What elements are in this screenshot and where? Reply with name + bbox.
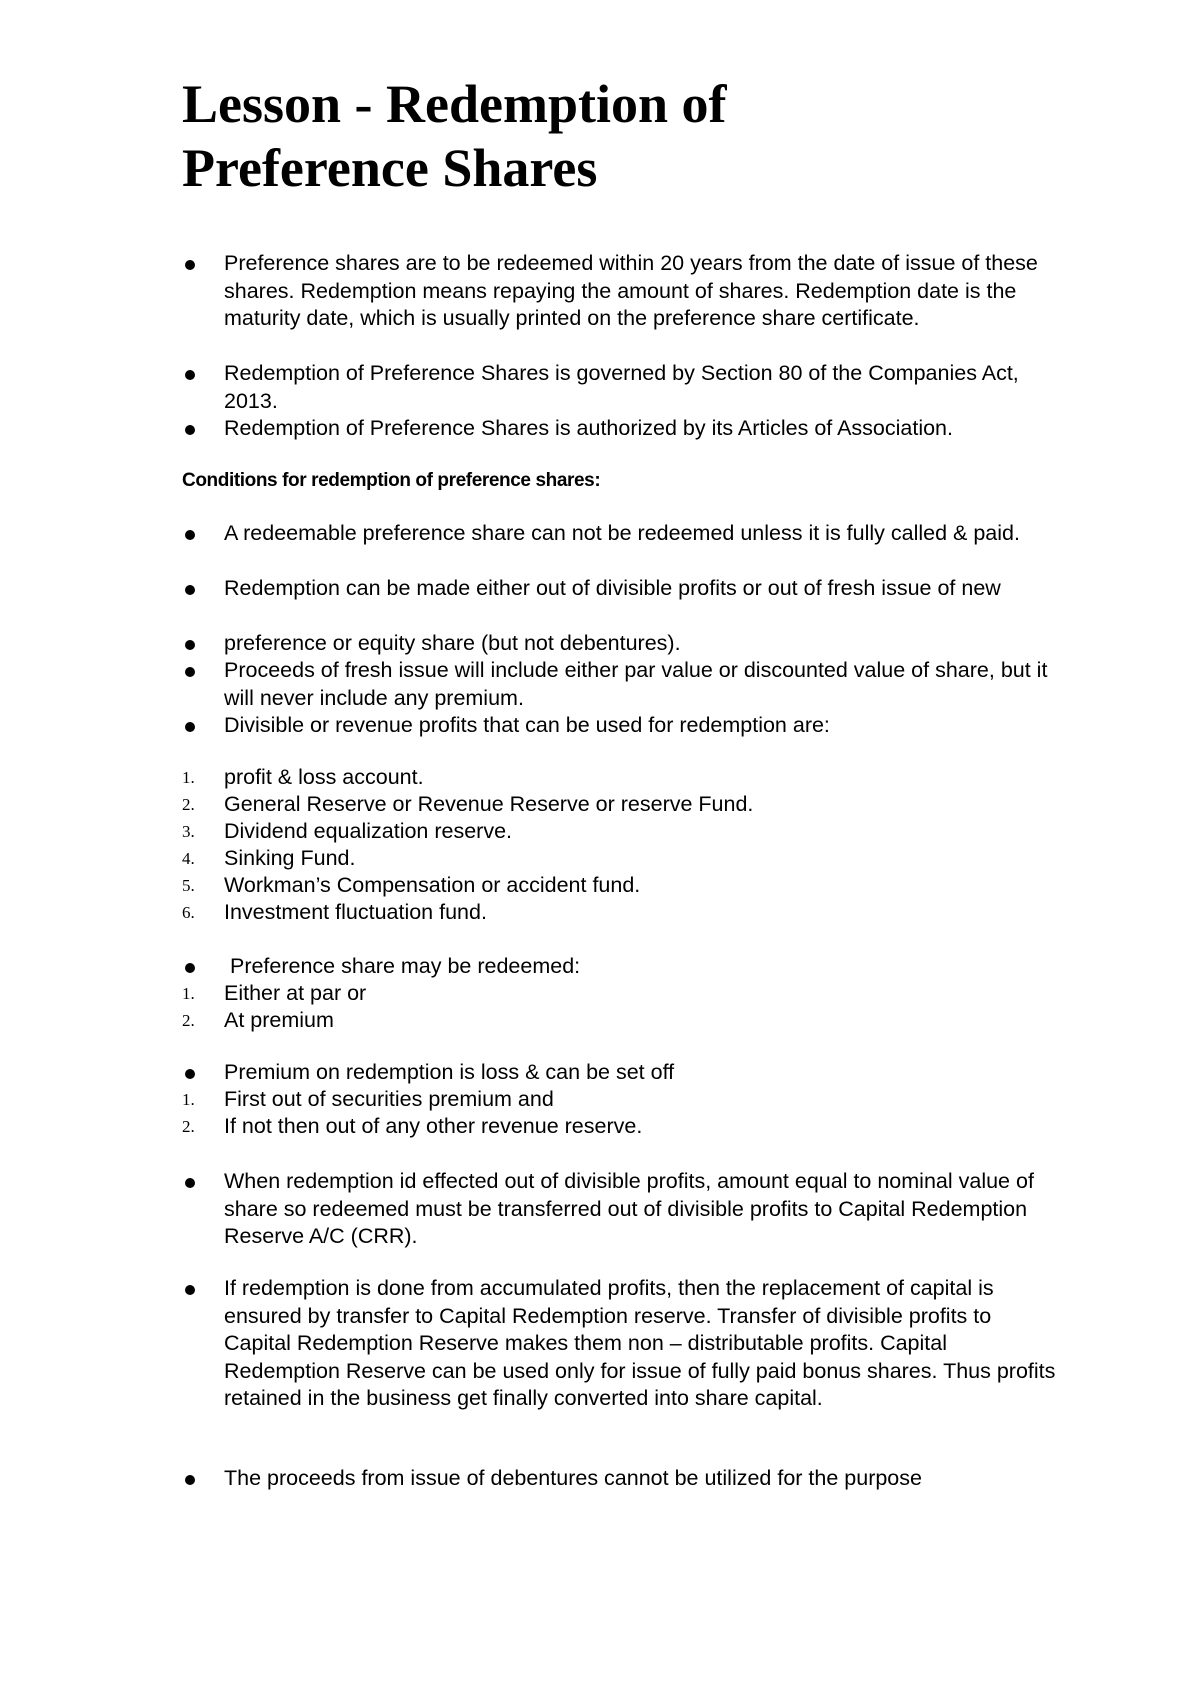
numbered-item bbox=[182, 1113, 1062, 1141]
bullet-item bbox=[182, 1059, 1062, 1087]
item-text: Sinking Fund. bbox=[224, 846, 356, 870]
item-text: If not then out of any other revenue reserve. bbox=[224, 1114, 643, 1138]
numbered-item bbox=[182, 1086, 1062, 1114]
bullet-item bbox=[182, 250, 1062, 333]
bullet-dot bbox=[185, 1069, 195, 1079]
bullet-dot bbox=[185, 1475, 195, 1485]
numbered-item bbox=[182, 845, 1062, 873]
numbered-item bbox=[182, 899, 1062, 927]
numbered-item bbox=[182, 980, 1062, 1008]
bullet-item bbox=[182, 953, 1062, 981]
bullet-dot bbox=[185, 667, 195, 677]
bullet-text: A redeemable preference share can not be redeemed unless it is fully called & paid. bbox=[224, 521, 1020, 545]
item-number: 1. bbox=[182, 984, 195, 1003]
item-number: 2. bbox=[182, 795, 195, 814]
numbered-item bbox=[182, 791, 1062, 819]
bullet-text: Divisible or revenue profits that can be used for redemption are: bbox=[224, 713, 830, 737]
bullet-dot bbox=[185, 1178, 195, 1188]
bullet-item bbox=[182, 1465, 1062, 1493]
bullet-dot bbox=[185, 585, 195, 595]
bullet-text: If redemption is done from accumulated profits, then the replacement of capital is ensured by transfer to Capital Redemption reserve. Transfer of divisible profits to Capital Redemption Reserve makes them non – distributable profits. Capital Redemption Reserve can be used only for issue of fully paid bonus shares. Thus profits retained in the business get finally converted into share capital. bbox=[224, 1276, 1056, 1410]
numbered-item bbox=[182, 818, 1062, 846]
bullet-text: Redemption can be made either out of divisible profits or out of fresh issue of new bbox=[224, 576, 1001, 600]
bullet-text: Redemption of Preference Shares is governed by Section 80 of the Companies Act, 2013. bbox=[224, 361, 1019, 413]
bullet-dot bbox=[185, 722, 195, 732]
item-text: Investment fluctuation fund. bbox=[224, 900, 487, 924]
item-number: 6. bbox=[182, 903, 195, 922]
bullet-item bbox=[182, 657, 1062, 712]
bullet-item bbox=[182, 630, 1062, 658]
bullet-text: Proceeds of fresh issue will include either par value or discounted value of share, but it will never include any premium. bbox=[224, 658, 1048, 710]
item-text: First out of securities premium and bbox=[224, 1087, 554, 1111]
bullet-item bbox=[182, 360, 1062, 415]
item-number: 2. bbox=[182, 1011, 195, 1030]
numbered-item bbox=[182, 1007, 1062, 1035]
bullet-dot bbox=[185, 370, 195, 380]
item-number: 2. bbox=[182, 1117, 195, 1136]
item-text: At premium bbox=[224, 1008, 334, 1032]
bullet-item bbox=[182, 415, 1062, 443]
bullet-item bbox=[182, 520, 1062, 548]
bullet-text: The proceeds from issue of debentures cannot be utilized for the purpose bbox=[224, 1466, 922, 1490]
bullet-item bbox=[182, 1168, 1062, 1251]
item-number: 1. bbox=[182, 768, 195, 787]
item-number: 3. bbox=[182, 822, 195, 841]
bullet-text: Preference shares are to be redeemed within 20 years from the date of issue of these shares. Redemption means repaying the amount of shares. Redemption date is the maturity date, which is usually printed on the preference share certificate. bbox=[224, 251, 1038, 330]
bullet-dot bbox=[185, 425, 195, 435]
item-text: Workman’s Compensation or accident fund. bbox=[224, 873, 641, 897]
bullet-dot bbox=[185, 1285, 195, 1295]
bullet-item bbox=[182, 575, 1062, 603]
item-text: Dividend equalization reserve. bbox=[224, 819, 513, 843]
numbered-item bbox=[182, 872, 1062, 900]
item-text: profit & loss account. bbox=[224, 765, 424, 789]
item-text: General Reserve or Revenue Reserve or reserve Fund. bbox=[224, 792, 754, 816]
bullet-dot bbox=[185, 640, 195, 650]
title-line-1: Lesson - Redemption of bbox=[182, 74, 727, 134]
title-line-2: Preference Shares bbox=[182, 138, 598, 198]
bullet-text: Preference share may be redeemed: bbox=[224, 954, 581, 978]
numbered-item bbox=[182, 764, 1062, 792]
bullet-text: When redemption id effected out of divisible profits, amount equal to nominal value of share so redeemed must be transferred out of divisible profits to Capital Redemption Reserve A/C (CRR). bbox=[224, 1169, 1034, 1248]
item-number: 5. bbox=[182, 876, 195, 895]
bullet-dot bbox=[185, 530, 195, 540]
bullet-item bbox=[182, 712, 1062, 740]
page-title bbox=[182, 72, 1082, 200]
bullet-text: Redemption of Preference Shares is authorized by its Articles of Association. bbox=[224, 416, 953, 440]
bullet-text: Premium on redemption is loss & can be set off bbox=[224, 1060, 675, 1084]
item-number: 4. bbox=[182, 849, 195, 868]
bullet-dot bbox=[185, 260, 195, 270]
conditions-heading: Conditions for redemption of preference shares: bbox=[182, 470, 601, 491]
item-number: 1. bbox=[182, 1090, 195, 1109]
bullet-text: preference or equity share (but not debentures). bbox=[224, 631, 681, 655]
bullet-dot bbox=[185, 963, 195, 973]
bullet-item bbox=[182, 1275, 1062, 1413]
item-text: Either at par or bbox=[224, 981, 367, 1005]
